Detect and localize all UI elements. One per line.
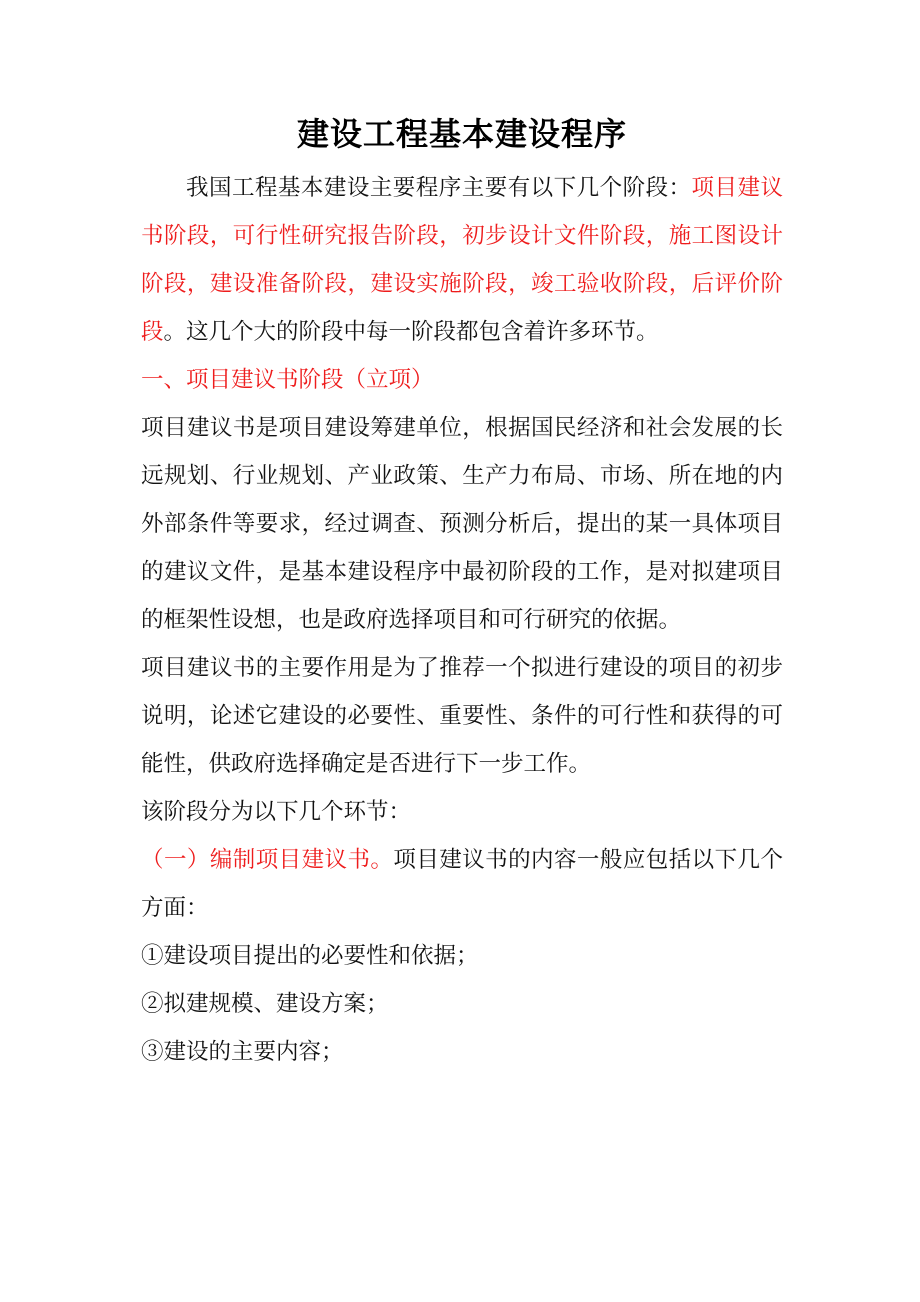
document-page — [141, 108, 783, 1076]
paragraph-proposal-definition: 项目建议书是项目建设筹建单位，根据国民经济和社会发展的长远规划、行业规划、产业政策、生产力布局、市场、所在地的内外部条件等要求，经过调查、预测分析后，提出的某一具体项目的建议文件，是基本建设程序中最初阶段的工作，是对拟建项目的框架性设想，也是政府选择项目和可行研究的依据。 — [141, 415, 783, 633]
paragraph-stage-steps-intro: 该阶段分为以下几个环节： — [141, 799, 412, 825]
subsection-heading: （一）编制项目建议书。 — [141, 847, 394, 873]
document-title: 建设工程基本建设程序 — [296, 115, 627, 153]
intro-stages-highlight: 项目建议书阶段，可行性研究报告阶段，初步设计文件阶段，施工图设计阶段，建设准备阶段，建设实施阶段，竣工验收阶段，后评价阶段 — [141, 175, 783, 345]
list-item: ②拟建规模、建设方案； — [141, 991, 389, 1017]
intro-paragraph — [141, 164, 783, 356]
subsection-compile-proposal — [141, 836, 783, 932]
list-item: ①建设项目提出的必要性和依据； — [141, 943, 479, 969]
intro-lead: 我国工程基本建设主要程序主要有以下几个阶段： — [186, 175, 692, 201]
list-item: ③建设的主要内容； — [141, 1039, 344, 1065]
section-heading-proposal-stage: 一、项目建议书阶段（立项） — [141, 367, 434, 393]
subsection-text: 项目建议书的内容一般应包括以下几个方面： — [141, 847, 783, 921]
paragraph-proposal-purpose: 项目建议书的主要作用是为了推荐一个拟进行建设的项目的初步说明，论述它建设的必要性、重要性、条件的可行性和获得的可能性，供政府选择确定是否进行下一步工作。 — [141, 655, 783, 777]
intro-tail: 。这几个大的阶段中每一阶段都包含着许多环节。 — [163, 319, 659, 345]
